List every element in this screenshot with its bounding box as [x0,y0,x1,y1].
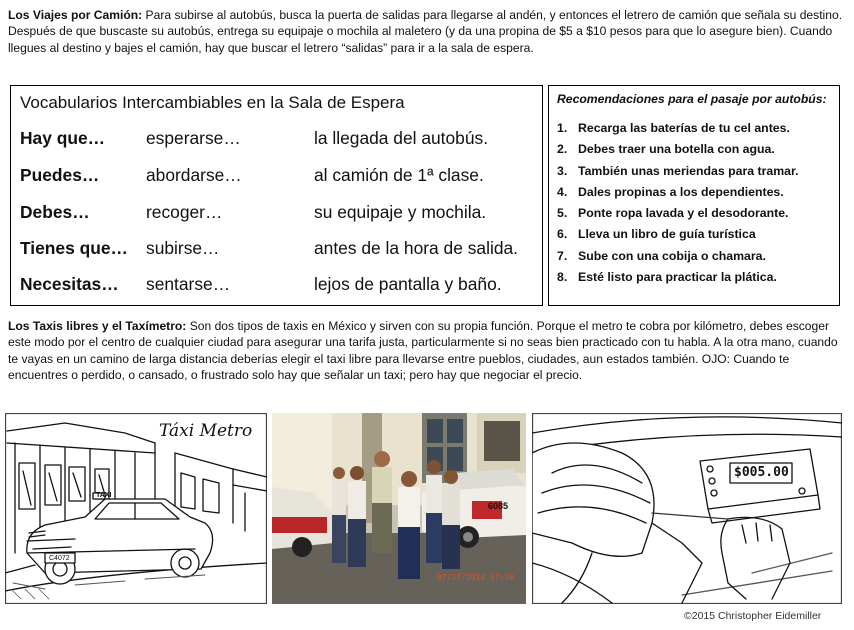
vocab-row [20,165,540,189]
taxi-drivers-photo [272,413,526,604]
vocab-modal: Hay que… [20,128,106,148]
vocab-modal: Necesitas… [20,274,119,294]
taxis-paragraph [8,318,846,384]
list-item [557,121,799,142]
list-text: Recarga las baterías de tu cel antes. [578,121,790,135]
vocab-modal: Puedes… [20,165,100,185]
vocab-modal: Debes… [20,202,90,222]
vocab-complement: la llegada del autobús. [314,128,489,148]
taxis-body: Son dos tipos de taxis en México y sirven con su propia función. Porque el metro te cobra por kilómetro, debes escoger este modo por el centro de cualquier ciudad para asegurar una tarifa justa, particularmente si no seas bien practicado con tu habla. A la otra mano, cuando te vayas en un camino de larga distancia deberías elegir el taxi libre para llevarse entre pueblos, ciudades, aun estados también. OJO: Cuando te encuentres o perdido, o cansado, o frustrado solo hay que señalar un taxi; pero hay que negociar el precio. [8,319,838,383]
list-number: 5. [557,206,568,221]
list-number: 3. [557,163,568,178]
sketch-caption: Táxi Metro [159,421,253,441]
vocab-complement: antes de la hora de salida. [314,238,519,258]
list-text: Dales propinas a los dependientes. [578,184,784,199]
list-text: También unas meriendas para tramar. [578,163,799,178]
intro-body: Para subirse al autobús, busca la puerta de salidas para llegarse al andén, y entonces el letrero de camión que señala su destino. Después de que buscaste su autobús, entrega su equipaje o mochila al maletero (y da una propina de $5 a $10 pesos para que lo asegure bien). Cuando llegues al destino y bajes el camión, hay que buscar el letrero “salidas” para ir a la sala de espera. [8,8,843,55]
vocab-complement: al camión de 1ª clase. [314,165,484,185]
list-text: Esté listo para practicar la plática. [578,270,777,285]
list-number: 7. [557,248,568,263]
taximeter-sketch-image [532,413,842,604]
list-text: Debes traer una botella con agua. [578,142,775,157]
list-item [557,164,799,185]
list-text: Ponte ropa lavada y el desodorante. [578,206,789,221]
vocab-verb: abordarse… [146,165,242,185]
list-number: 6. [557,227,568,242]
vocab-modal: Tienes que… [20,238,128,258]
intro-paragraph [8,7,846,56]
list-item [557,249,799,270]
taxi-roof-sign: TAXI [96,492,112,499]
vocab-verb: subirse… [146,238,220,258]
taxis-heading: Los Taxis libres y el Taxímetro: [8,319,187,333]
license-plate: C4072 [49,555,70,562]
list-item [557,206,799,227]
copyright-credit: ©2015 Christopher Eidemiller [684,610,822,622]
vocab-complement: su equipaje y mochila. [314,202,487,222]
list-number: 2. [557,142,568,157]
vocab-verb: sentarse… [146,274,231,294]
list-text: Sube con una cobija o chamara. [578,248,766,263]
meter-display: $005.00 [734,465,789,480]
list-item [557,270,799,291]
vocab-verb: recoger… [146,202,223,222]
recommendations-title: Recomendaciones para el pasaje por autobús: [557,92,827,106]
intro-heading: Los Viajes por Camión: [8,8,143,22]
vocab-row [20,128,540,152]
vocab-row [20,274,540,298]
recommendations-box [548,85,840,306]
vocab-verb: esperarse… [146,128,241,148]
photo-date-stamp: 07/27/2014 17:19 [436,573,514,582]
recommendations-list [557,121,799,291]
list-text: Lleva un libro de guía turística [578,227,756,242]
vocab-box [10,85,543,306]
list-number: 1. [557,121,568,135]
list-item [557,227,799,248]
list-item [557,185,799,206]
list-number: 4. [557,184,568,199]
vocab-complement: lejos de pantalla y baño. [314,274,502,294]
list-number: 8. [557,270,568,285]
list-item [557,142,799,163]
taxi-sketch-image [5,413,267,604]
vocab-row [20,238,540,262]
vocab-row [20,202,540,226]
vocab-title: Vocabularios Intercambiables en la Sala de Espera [20,93,405,112]
taxi-number: 6085 [488,501,509,511]
